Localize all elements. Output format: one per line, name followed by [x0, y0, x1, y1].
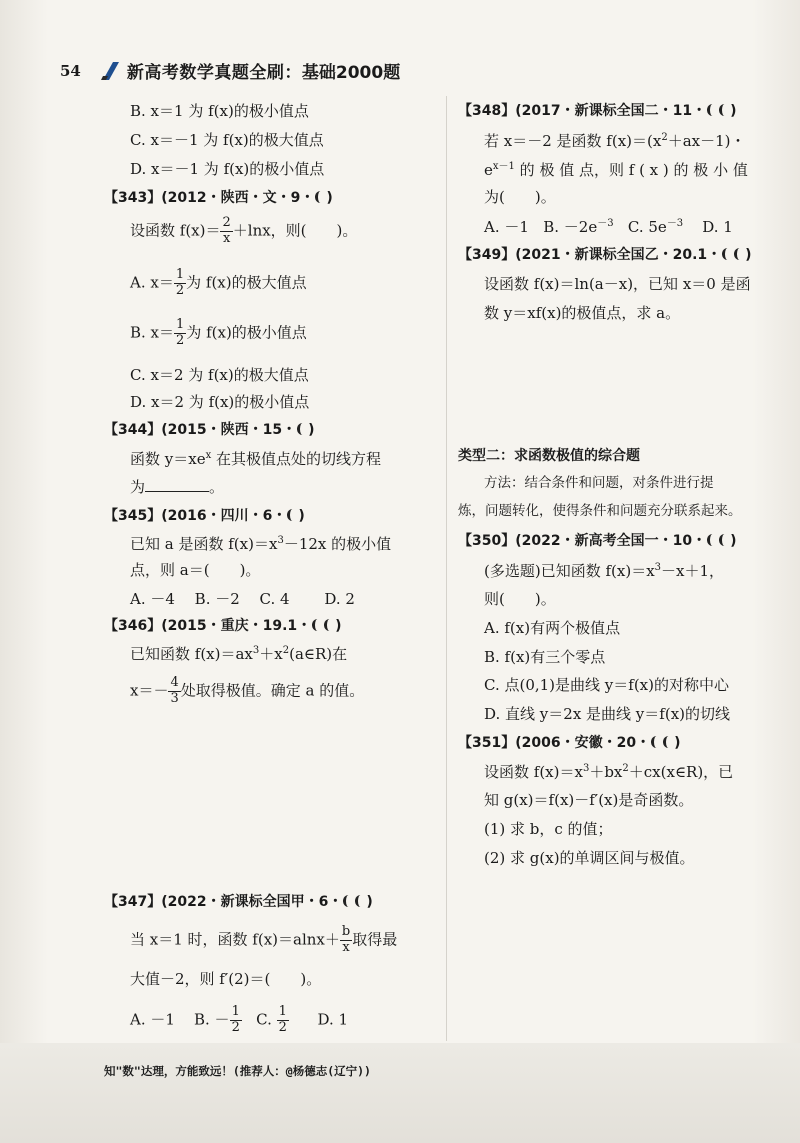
- q347-header: 【347】(2022・新课标全国甲・6・ ): [104, 894, 373, 910]
- q346-stem-2: x＝－ $\frac{4}{3}$ 处取得极值。确定 a 的值。: [130, 675, 365, 706]
- difficulty-moon-icon: [343, 895, 354, 907]
- q350-header: 【350】(2022・新高考全国一・10・ ): [458, 533, 737, 549]
- q349-header: 【349】(2021・新课标全国乙・20.1・ ): [458, 247, 752, 263]
- q350-option-d: D. 直线 y＝2x 是曲线 y＝f(x)的切线: [484, 705, 730, 723]
- q343-stem-a: 设函数 f(x)＝: [130, 221, 221, 240]
- q350-stem: (多选题)已知函数 $f(x)=x^3-x+1$，: [484, 562, 725, 580]
- q343-header: 【343】(2012・陕西・文・9・ ): [104, 190, 333, 206]
- q346-fraction: $\frac{4}{3}$: [170, 675, 179, 706]
- q343-stem-b: ＋lnx，则( )。: [232, 221, 358, 240]
- q343-option-c: C. x＝2 为 f(x)的极大值点: [130, 366, 309, 384]
- q350-stem-2: 则( )。: [484, 590, 556, 608]
- difficulty-moon-icon: [722, 248, 733, 260]
- page-footer: 知"数"达理，方能致远！(推荐人：@杨德志(辽宁)): [104, 1064, 371, 1078]
- q345-options: A. －4 B. －2 C. 4 D. 2: [130, 590, 355, 608]
- difficulty-moon-icon: [324, 619, 335, 631]
- q350-option-b: B. f(x)有三个零点: [484, 648, 606, 666]
- method-text-2: 炼，问题转化，使得条件和问题充分联系起来。: [458, 503, 742, 519]
- q349-stem-2: 数 y＝xf(x)的极值点，求 a。: [484, 304, 681, 322]
- q350-option-a: A. f(x)有两个极值点: [484, 619, 621, 637]
- difficulty-moon-icon: [312, 619, 323, 631]
- q342-option-d: D. x＝－1 为 f(x)的极小值点: [130, 160, 325, 178]
- section-title: 类型二：求函数极值的综合题: [458, 448, 640, 464]
- difficulty-moon-icon: [287, 509, 298, 521]
- answer-blank[interactable]: [145, 490, 209, 492]
- q351-stem-2: 知 g(x)＝f(x)－f′(x)是奇函数。: [484, 791, 694, 809]
- difficulty-moon-icon: [297, 423, 308, 435]
- q347-stem-2: 大值－2，则 f′(2)＝( )。: [130, 970, 322, 988]
- q342-option-b: B. x＝1 为 f(x)的极小值点: [130, 102, 309, 120]
- q347-optB-fraction: $\frac{1}{2}$: [231, 1004, 240, 1035]
- q343-stem: [130, 216, 357, 247]
- q343-option-a: A. x＝ $\frac{1}{2}$ 为 f(x)的极大值点: [130, 267, 307, 298]
- q343-optA-fraction: $\frac{1}{2}$: [175, 267, 185, 298]
- page-number: 54: [60, 61, 81, 80]
- q346-header: 【346】(2015・重庆・19.1・ ): [104, 618, 342, 634]
- q345-stem: 已知 a 是函数 $f(x)=x^3-12x$ 的极小值: [130, 535, 392, 553]
- q346-stem: 已知函数 $f(x)=ax^3+x^2(a\in R)$在: [130, 645, 348, 663]
- q343-fraction: $\frac{2}{x}$: [222, 215, 231, 246]
- difficulty-moon-icon: [707, 104, 718, 116]
- q351-part-2: (2) 求 g(x)的单调区间与极值。: [484, 849, 695, 867]
- difficulty-moon-icon: [719, 104, 730, 116]
- q348-stem-3: 为( )。: [484, 188, 556, 206]
- q344-header: 【344】(2015・陕西・15・ ): [104, 422, 315, 438]
- difficulty-moon-icon: [651, 736, 662, 748]
- q351-stem: 设函数 $f(x)=x^3+bx^2+cx(x\in R)$，已: [484, 763, 734, 781]
- difficulty-moon-icon: [355, 895, 366, 907]
- q350-option-c: C. 点(0,1)是曲线 y＝f(x)的对称中心: [484, 676, 729, 694]
- q344-answer-line: 为 。: [130, 478, 225, 496]
- q345-header: 【345】(2016・四川・6・ ): [104, 508, 305, 524]
- q343-optB-fraction: $\frac{1}{2}$: [176, 317, 185, 348]
- q348-stem-2: $e^{x-1}$ 的 极 值 点，则 f ( x ) 的 极 小 值: [484, 161, 748, 179]
- q342-option-c: C. x＝－1 为 f(x)的极大值点: [130, 131, 324, 149]
- difficulty-moon-icon: [734, 248, 745, 260]
- page-header: [60, 58, 400, 83]
- book-slash-icon: [99, 60, 121, 82]
- difficulty-moon-icon: [663, 736, 674, 748]
- q348-options: A. －1 B. $-2e^{-3}$ C. $5e^{-3}$ D. 1: [484, 218, 733, 236]
- q344-stem: 函数 $y=xe^x$ 在其极值点处的切线方程: [130, 450, 382, 468]
- q343-source: 【343】(2012・陕西・文・9・: [104, 190, 315, 206]
- q347-stem: 当 x＝1 时，函数 f(x)＝alnx＋ $\frac{b}{x}$ 取得最: [130, 924, 398, 955]
- q343-option-d: D. x＝2 为 f(x)的极小值点: [130, 393, 310, 411]
- q343-option-b: B. x＝ $\frac{1}{2}$ 为 f(x)的极小值点: [130, 317, 307, 348]
- difficulty-moon-icon: [315, 191, 326, 203]
- q348-header: 【348】(2017・新课标全国二・11・ ): [458, 103, 737, 119]
- q345-stem-2: 点，则 a＝( )。: [130, 561, 261, 579]
- q347-options: A. －1 B. － $\frac{1}{2}$ C. $\frac{1}{2}$ D. 1: [130, 1004, 349, 1035]
- difficulty-moon-icon: [719, 534, 730, 546]
- q348-stem: 若 x＝－2 是函数 $f(x)=(x^2+ax-1)$・: [484, 132, 746, 150]
- book-title: 新高考数学真题全刷：: [126, 63, 302, 83]
- q347-fraction: $\frac{b}{x}$: [341, 924, 351, 955]
- footer-band: [0, 1043, 800, 1143]
- difficulty-moon-icon: [707, 534, 718, 546]
- q347-optC-fraction: $\frac{1}{2}$: [278, 1004, 287, 1035]
- column-divider: [446, 96, 447, 1041]
- q351-header: 【351】(2006・安徽・20・ ): [458, 735, 681, 751]
- q351-part-1: (1) 求 b，c 的值；: [484, 820, 613, 838]
- method-text: 方法：结合条件和问题，对条件进行提: [484, 475, 714, 491]
- book-subtitle: 基础2000题: [301, 63, 401, 83]
- q349-stem: 设函数 f(x)＝ln(a－x)，已知 x＝0 是函: [484, 275, 751, 293]
